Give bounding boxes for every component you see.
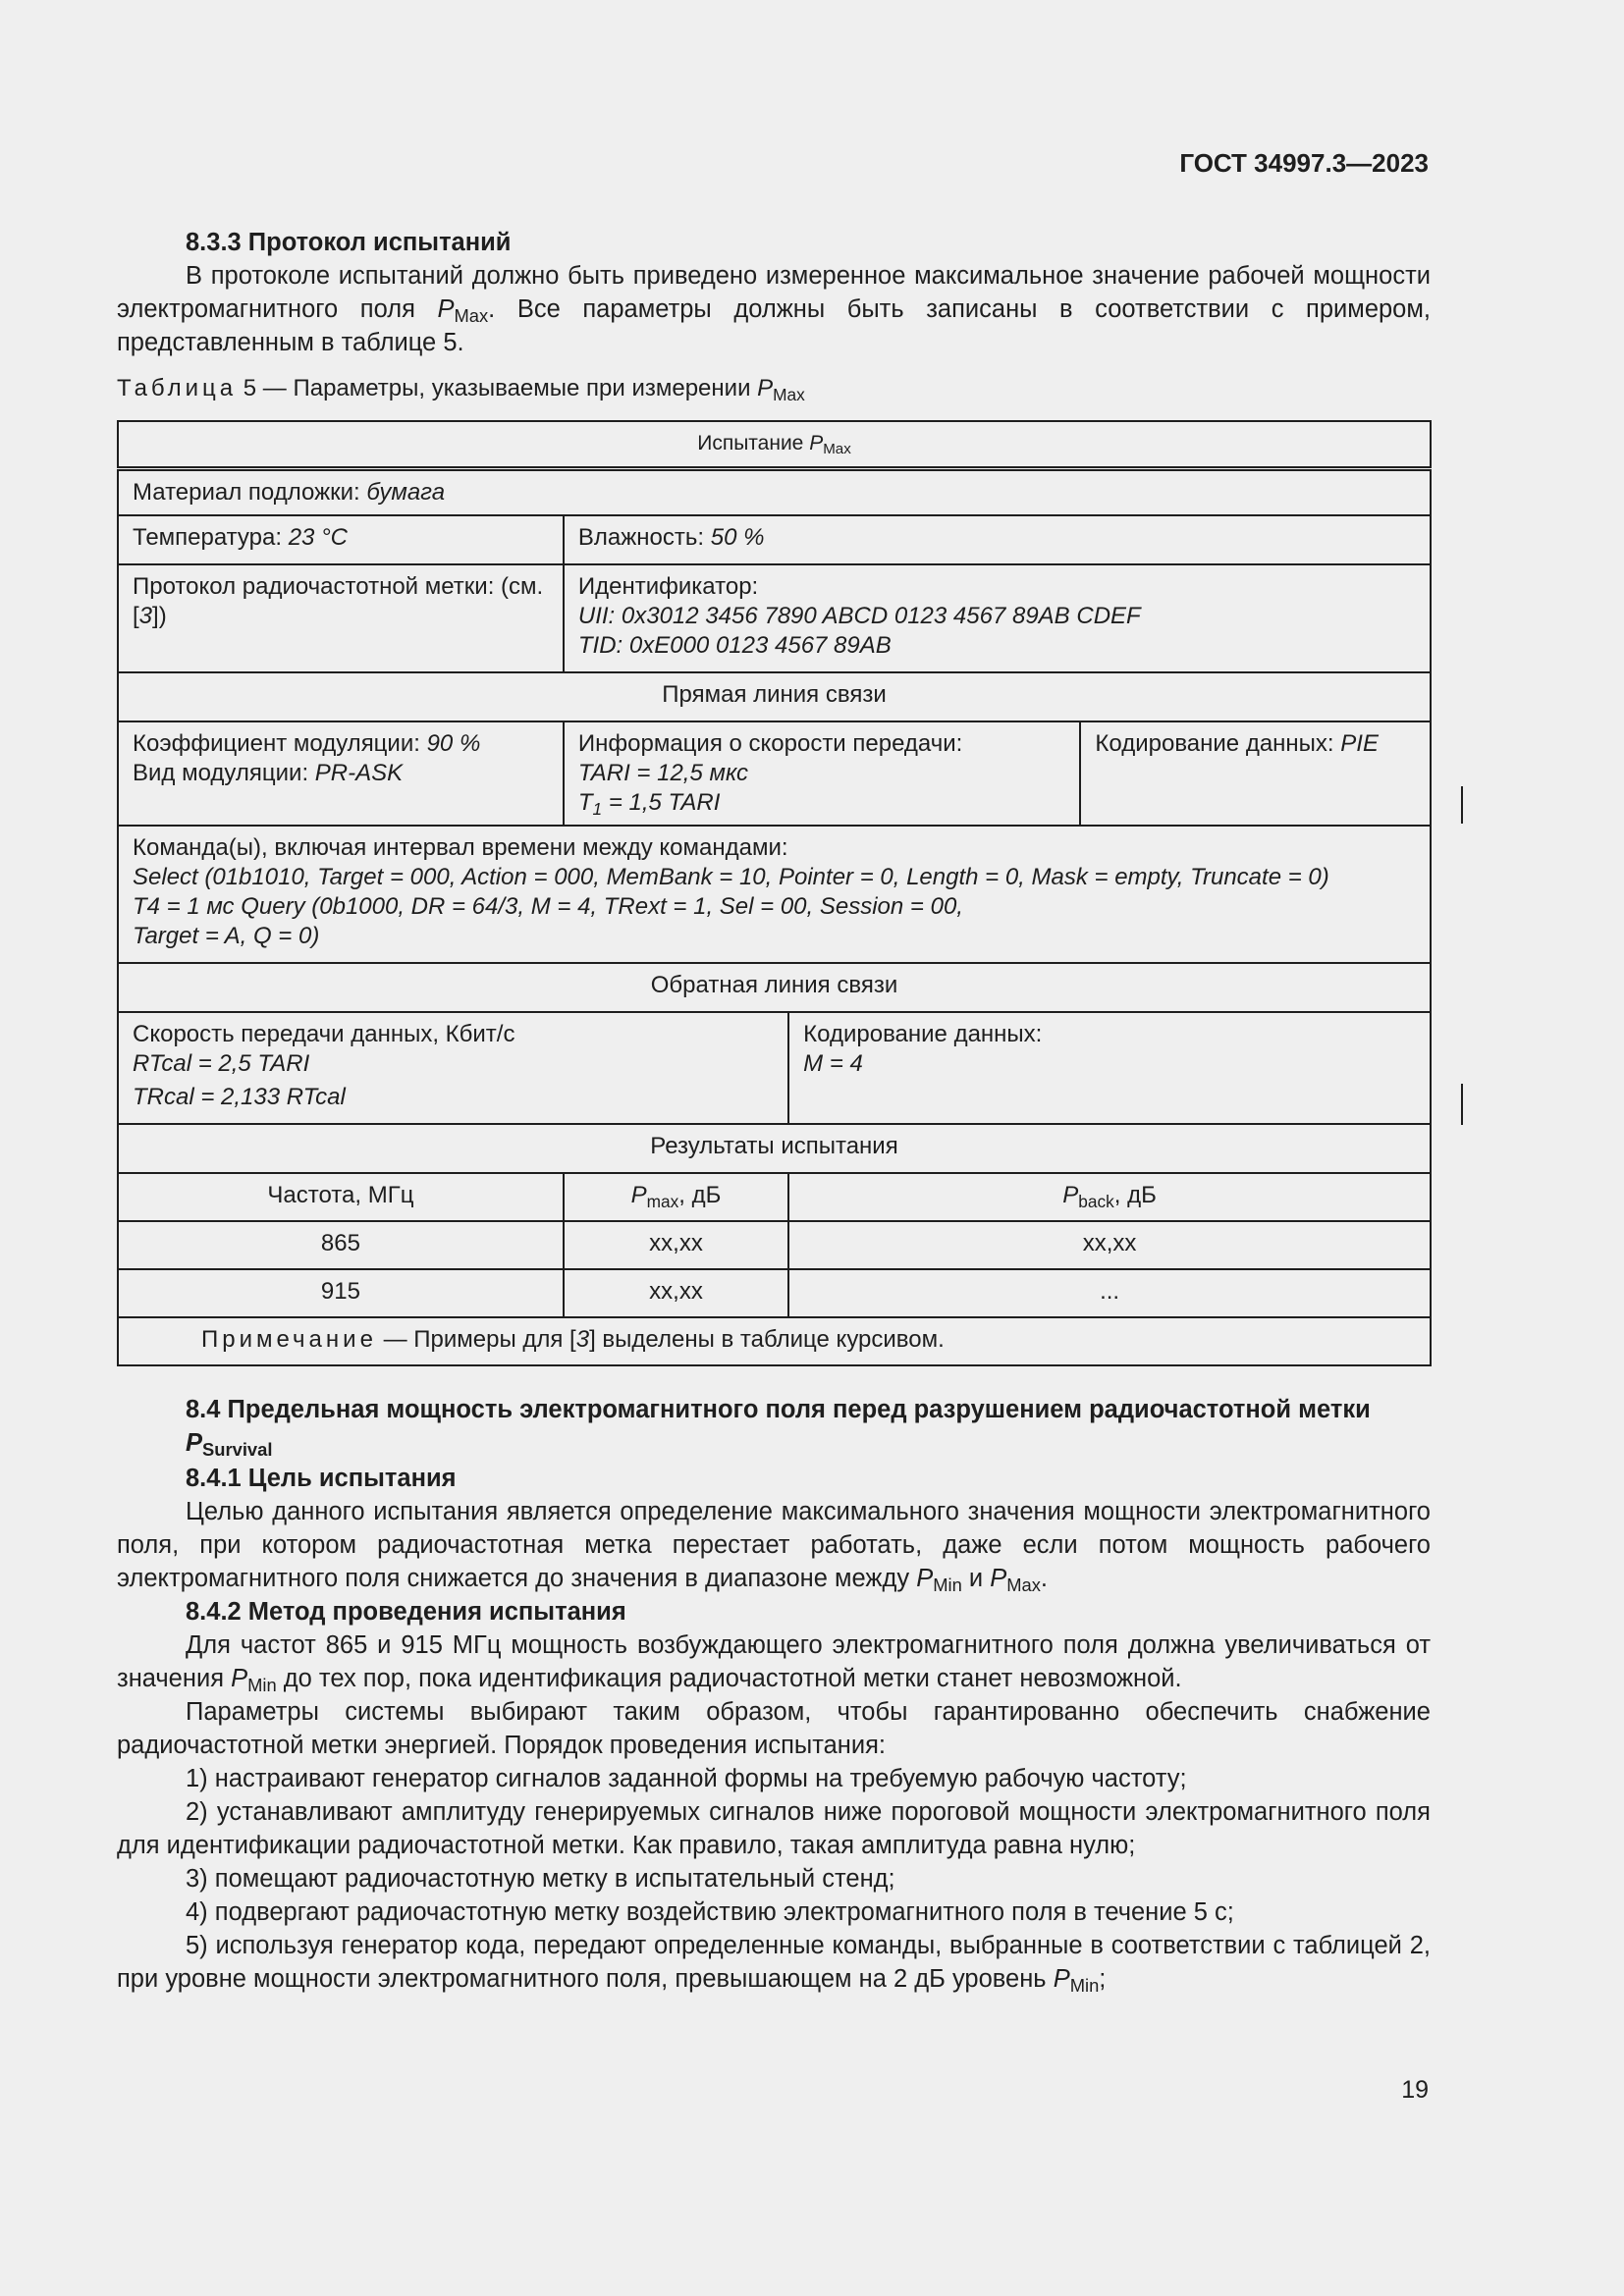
paragraph: Для частот 865 и 915 МГц мощность возбуждающего электромагнитного поля должна увеличиваться от значения $P_{Min}$ до тех пор, пока идентификация радиочастотной метки станет невозможной. xyxy=(117,1631,1431,1696)
paragraph: Параметры системы выбирают таким образом, чтобы гарантированно обеспечить снабжение радиочастотной метки энергией. Порядок проведения испытания: xyxy=(117,1698,1431,1759)
results-head: Результаты испытания xyxy=(118,1124,1431,1173)
list-item: 1) настраивают генератор сигналов заданной формы на требуемую рабочую частоту; xyxy=(186,1765,1187,1792)
section-8-3-3 xyxy=(117,226,1431,405)
subsection-title: 8.4.1 Цель испытания xyxy=(186,1465,457,1492)
table-head: Испытание $P_{Max}$ xyxy=(118,421,1431,468)
table-row: 865 xx,xx xx,xx xyxy=(118,1221,1431,1269)
list-item: 2) устанавливают амплитуду генерируемых сигналов ниже пороговой мощности электромагнитного поля для идентификации радиочастотной метки. Как правило, такая амплитуда равна нулю; xyxy=(117,1798,1431,1859)
humidity-cell: Влажность: 50 % xyxy=(564,515,1431,564)
protocol-cell: Протокол радиочастотной метки: (см. [3]) xyxy=(118,564,564,672)
data-rate-cell: Скорость передачи данных, Кбит/с RTcal = 2,5 TARI TRcal = 2,133 RTcal xyxy=(118,1012,788,1124)
subsection-title: 8.4.2 Метод проведения испытания xyxy=(186,1598,626,1626)
coding-cell: Кодирование данных: PIE xyxy=(1080,721,1431,826)
col-frequency: Частота, МГц xyxy=(118,1173,564,1221)
section-title: 8.4 Предельная мощность электромагнитного поля перед разрушением радиочастотной метки $P_{Survival}$ xyxy=(186,1396,1371,1461)
paragraph: В протоколе испытаний должно быть приведено измеренное максимальное значение рабочей мощности электромагнитного поля $P_{Max}$. Все параметры должны быть записаны в соответствии с примером, представленным в таблице 5. xyxy=(117,262,1431,356)
col-pmax: $P_{max}$, дБ xyxy=(564,1173,788,1221)
reverse-link-head: Обратная линия связи xyxy=(118,963,1431,1012)
reverse-coding-cell: Кодирование данных: M = 4 xyxy=(788,1012,1431,1124)
list-item: 5) используя генератор кода, передают определенные команды, выбранные в соответствии с таблицей 2, при уровне мощности электромагнитного поля, превышающем на 2 дБ уровень $P_{Min}$; xyxy=(117,1932,1431,1997)
section-title: 8.3.3 Протокол испытаний xyxy=(186,229,512,256)
page-number: 19 xyxy=(1401,2076,1429,2104)
identifier-cell: Идентификатор: UII: 0x3012 3456 7890 ABCD 0123 4567 89AB CDEF TID: 0xE000 0123 4567 89AB xyxy=(564,564,1431,672)
section-8-4 xyxy=(117,1393,1431,1996)
table-note: Примечание — Примеры для [3] выделены в таблице курсивом. xyxy=(118,1317,1431,1365)
list-item: 4) подвергают радиочастотную метку воздействию электромагнитного поля в течение 5 с; xyxy=(186,1898,1234,1926)
paragraph: Целью данного испытания является определение максимального значения мощности электромагнитного поля, при котором радиочастотная метка перестает работать, даже если потом мощность рабочего электромагнитного поля снижается до значения в диапазоне между $P_{Min}$ и $P_{Max}$. xyxy=(117,1498,1431,1596)
col-pback: $P_{back}$, дБ xyxy=(788,1173,1431,1221)
parameters-table xyxy=(117,420,1432,1366)
change-bar xyxy=(1461,786,1463,824)
list-item: 3) помещают радиочастотную метку в испытательный стенд; xyxy=(186,1865,895,1893)
table-row: 915 xx,xx ... xyxy=(118,1269,1431,1317)
document-header: ГОСТ 34997.3—2023 xyxy=(1179,148,1429,178)
substrate-cell: Материал подложки: бумага xyxy=(118,468,1431,515)
table-caption: Таблица 5 — Параметры, указываемые при измерении $P_{Max}$ xyxy=(117,375,805,404)
change-bar xyxy=(1461,1084,1463,1125)
commands-cell: Команда(ы), включая интервал времени между командами: Select (01b1010, Target = 000, Action = 000, MemBank = 10, Pointer = 0, Length = 0, Mask = empty, Truncate = 0) T4 = 1 мс Query (0b1000, DR = 64/3, M = 4, TRext = 1, Sel = 00, Session = 00, Target = A, Q = 0) xyxy=(118,826,1431,963)
modulation-cell: Коэффициент модуляции: 90 % Вид модуляции: PR-ASK xyxy=(118,721,564,826)
temperature-cell: Температура: 23 °С xyxy=(118,515,564,564)
rate-cell: Информация о скорости передачи: TARI = 12,5 мкс $T_1 = 1,5$ TARI xyxy=(564,721,1081,826)
forward-link-head: Прямая линия связи xyxy=(118,672,1431,721)
